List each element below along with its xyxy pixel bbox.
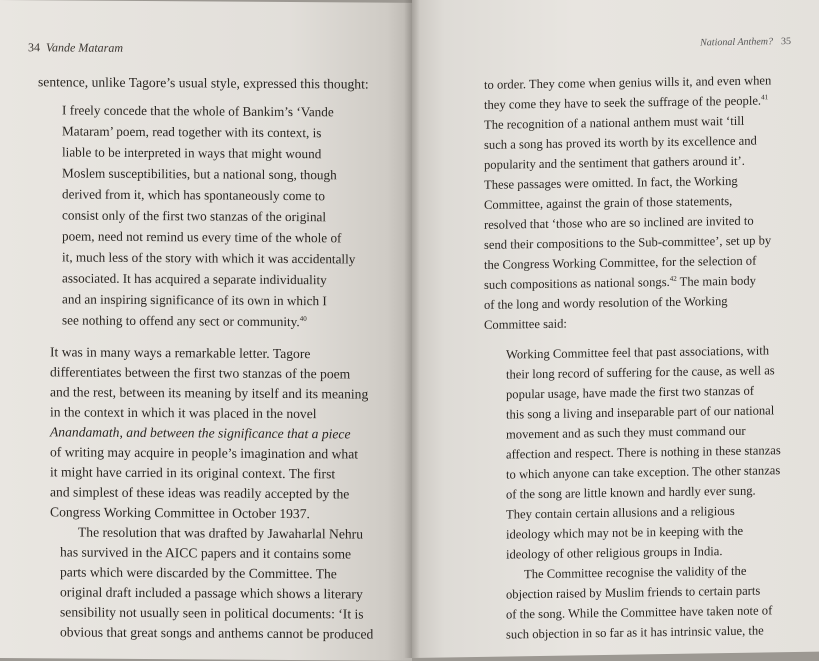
intro-line: sentence, unlike Tagore’s usual style, expressed this thought: (38, 74, 369, 92)
footnote-marker: 40 (299, 314, 307, 323)
text-line: original draft included a passage which shows a literary (60, 584, 363, 602)
text-line: the Congress Working Committee, for the selection of (484, 253, 757, 272)
page-number: 34 (28, 40, 40, 55)
text-line: to order. They come when genius wills it, and even when (484, 73, 772, 92)
quote-line: it, much less of the story with which it was accidentally (62, 249, 356, 267)
text-line: resolved that ‘those who are so inclined are invited to (484, 213, 754, 232)
quote-line: They contain certain allusions and a religious (506, 503, 735, 522)
text: such compositions as national songs. (484, 274, 670, 292)
right-page (412, 0, 819, 658)
right-page-header (700, 36, 791, 48)
quote-line: liable to be interpreted in ways that might wound (62, 144, 322, 162)
text-line: The recognition of a national anthem must wait ‘till (484, 113, 745, 132)
left-page-header (28, 40, 123, 56)
book-gutter (404, 0, 420, 658)
page-number: 35 (781, 36, 791, 48)
running-head: Vande Mataram (46, 40, 123, 55)
text-line: in the context in which it was placed in the novel (50, 404, 317, 422)
footnote-marker: 41 (761, 93, 769, 102)
quote-line: objection raised by Muslim friends to certain parts (506, 583, 761, 602)
quote-line: Mataram’ poem, read together with its context, is (62, 123, 322, 141)
text-line: parts which were discarded by the Committee. The (60, 564, 337, 582)
quote-line: ideology of other religious groups in India. (506, 544, 723, 562)
quote-line: Moslem susceptibilities, but a national song, though (62, 165, 337, 183)
quote-line: derived from it, which has spontaneously come to (62, 186, 325, 204)
text-line: The resolution that was drafted by Jawaharlal Nehru (78, 524, 363, 542)
quote-line: of the song. While the Committee have taken note of (506, 603, 773, 622)
quote-line: and an inspiring significance of its own in which I (62, 291, 327, 309)
text-line: Congress Working Committee in October 1937. (50, 504, 310, 522)
text-line: differentiates between the first two stanzas of the poem (50, 364, 351, 382)
quote-line (62, 310, 307, 332)
text-line: Committee said: (484, 316, 567, 332)
quote-line: to which anyone can take exception. The other stanzas (506, 463, 781, 482)
quote-line: ideology which may not be in keeping with the (506, 523, 744, 542)
running-head: National Anthem? (700, 36, 773, 49)
text-line: of the long and wordy resolution of the Working (484, 294, 728, 312)
quote-line: Working Committee feel that past associations, with (506, 343, 770, 362)
text-line: it might have carried in its original context. The first (50, 464, 336, 482)
quote-line: of the song are little known and hardly ever sung. (506, 483, 756, 502)
quote-line: this song a living and inseparable part of our national (506, 403, 775, 422)
quote-line: affection and respect. There is nothing in these stanzas (506, 443, 781, 462)
text-line: obvious that great songs and anthems cannot be produced (60, 624, 374, 642)
text-line: of writing may acquire in people’s imagination and what (50, 444, 359, 462)
quote-line: poem, need not remind us every time of the whole of (62, 228, 342, 246)
novel-title: Anandamath, and between the significance that a piece (50, 424, 351, 442)
text-line: and the rest, between its meaning by itself and its meaning (50, 384, 369, 402)
text: The main body (679, 273, 756, 289)
text-line: Committee, against the grain of those statements, (484, 193, 733, 212)
text: they come they have to seek the suffrage of the people. (484, 93, 762, 112)
quote-line: The Committee recognise the validity of the (524, 563, 747, 582)
text-line (50, 422, 351, 444)
text-line: and simplest of these ideas was readily accepted by the (50, 484, 350, 502)
quote-line: their long record of suffering for the cause, as well as (506, 363, 775, 382)
text-line: send their compositions to the Sub-committee’, set up by (484, 233, 772, 252)
quote-line: associated. It has acquired a separate individuality (62, 270, 327, 288)
text-line: has survived in the AICC papers and it contains some (60, 544, 352, 562)
quote-line: I freely concede that the whole of Bankim’s ‘Vande (62, 102, 334, 120)
text-line: These passages were omitted. In fact, the Working (484, 173, 738, 192)
text-line: such a song has proved its worth by its excellence and (484, 133, 757, 152)
text-line: popularity and the sentiment that gathers around it’. (484, 153, 745, 172)
quote-line: popular usage, have made the first two stanzas of (506, 383, 754, 402)
text-line: sensibility not usually seen in political documents: ‘It is (60, 604, 364, 622)
quote-text: see nothing to offend any sect or community. (62, 312, 300, 330)
quote-line: movement and as such they must command our (506, 423, 746, 442)
quote-line: consist only of the first two stanzas of the original (62, 207, 327, 225)
quote-line: such objection in so far as it has intrinsic value, the (506, 623, 764, 642)
text-line: It was in many ways a remarkable letter. Tagore (50, 344, 311, 362)
footnote-marker: 42 (669, 274, 677, 283)
